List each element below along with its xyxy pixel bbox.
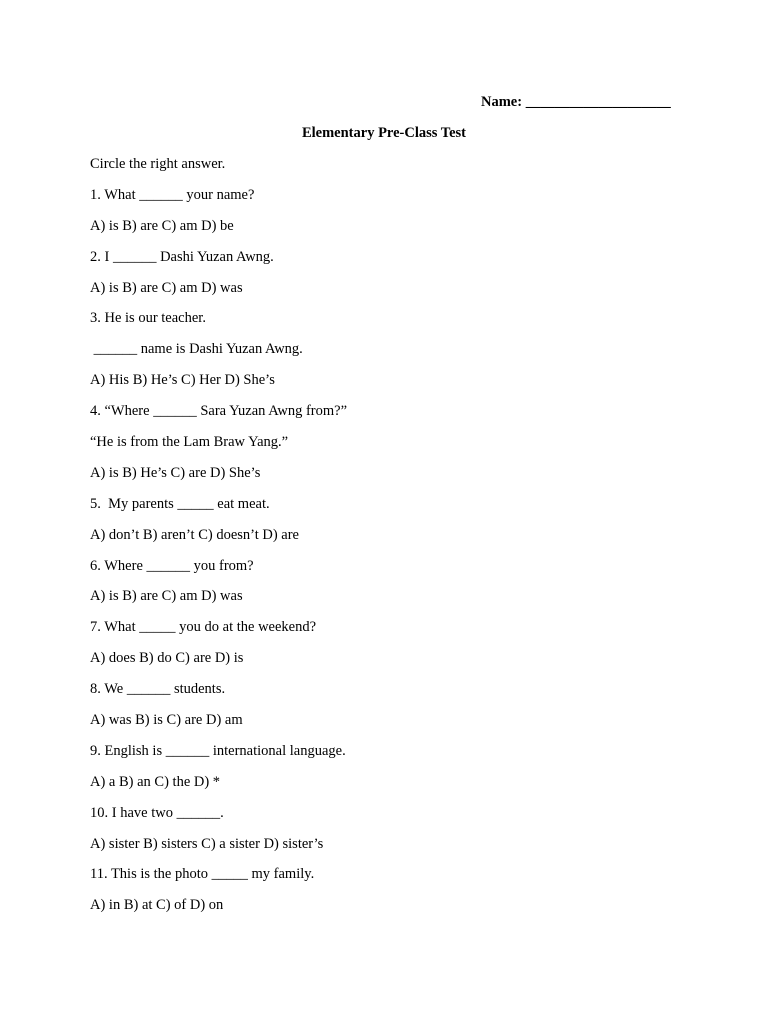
options-8: A) was B) is C) are D) am <box>90 712 243 729</box>
question-9: 9. English is ______ international language. <box>90 742 346 759</box>
question-3-context: 3. He is our teacher. <box>90 310 206 327</box>
name-field-label: Name: ____________________ <box>481 94 671 110</box>
question-6: 6. Where ______ you from? <box>90 557 254 574</box>
question-10: 10. I have two ______. <box>90 804 224 821</box>
options-9: A) a B) an C) the D) * <box>90 773 221 790</box>
options-1: A) is B) are C) am D) be <box>90 217 234 234</box>
question-4-reply: “He is from the Lam Braw Yang.” <box>90 434 289 451</box>
options-5: A) don’t B) aren’t C) doesn’t D) are <box>90 526 299 543</box>
instruction-text: Circle the right answer. <box>90 156 226 172</box>
question-1: 1. What ______ your name? <box>90 186 255 203</box>
options-7: A) does B) do C) are D) is <box>90 650 244 667</box>
options-10: A) sister B) sisters C) a sister D) sister’s <box>90 835 324 852</box>
question-7: 7. What _____ you do at the weekend? <box>90 619 317 636</box>
question-2: 2. I ______ Dashi Yuzan Awng. <box>90 248 274 265</box>
question-list <box>90 155 690 927</box>
test-title: Elementary Pre-Class Test <box>301 125 467 141</box>
question-11: 11. This is the photo _____ my family. <box>90 866 315 883</box>
options-2: A) is B) are C) am D) was <box>90 279 243 296</box>
options-6: A) is B) are C) am D) was <box>90 588 243 605</box>
question-4: 4. “Where ______ Sara Yuzan Awng from?” <box>90 403 348 420</box>
question-3: ______ name is Dashi Yuzan Awng. <box>90 341 303 358</box>
question-8: 8. We ______ students. <box>90 681 226 698</box>
options-3: A) His B) He’s C) Her D) She’s <box>90 372 275 389</box>
question-5: 5. My parents _____ eat meat. <box>90 495 270 512</box>
options-11: A) in B) at C) of D) on <box>90 897 224 914</box>
options-4: A) is B) He’s C) are D) She’s <box>90 464 261 481</box>
